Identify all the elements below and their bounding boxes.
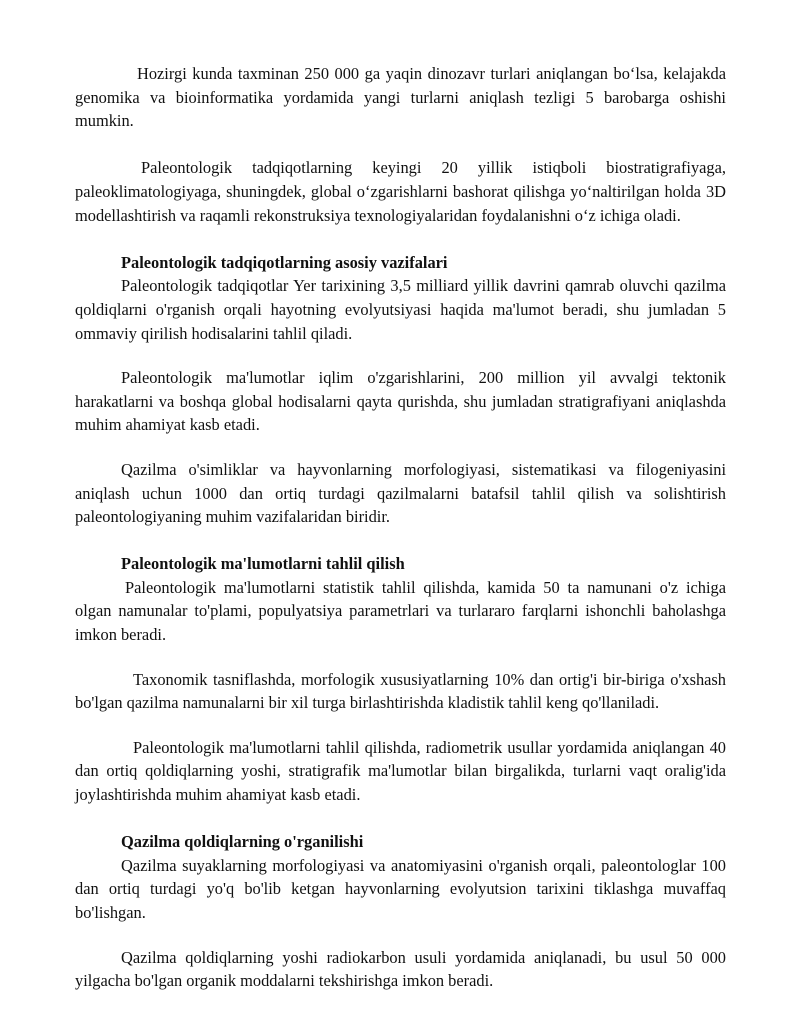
section-3-paragraph-1: Qazilma suyaklarning morfologiyasi va anatomiyasini o'rganish orqali, paleontologlar 100 dan ortiq turdagi yo'q bo'lib ketgan hayvonlarning evolyutsion tarixini tiklashga muvaffaq bo'lishgan. <box>75 855 726 922</box>
section-1-paragraph-3: Qazilma o'simliklar va hayvonlarning morfologiyasi, sistematikasi va filogeniyasini aniqlash uchun 1000 dan ortiq turdagi qazilmalarni batafsil tahlil qilish va solishtirish paleontologiyaning muhim vazifalaridan biridir. <box>75 459 726 527</box>
section-2-paragraph-1: Paleontologik ma'lumotlarni statistik tahlil qilishda, kamida 50 ta namunani o'z ichiga olgan namunalar to'plami, populyatsiya parametrlari va turlararo farqlarni ishonchli baholashga imkon beradi. <box>75 577 726 645</box>
section-1-paragraph-1: Paleontologik tadqiqotlar Yer tarixining 3,5 milliard yillik davrini qamrab oluvchi qazilma qoldiqlarni o'rganish orqali hayotning evolyutsiyasi haqida ma'lumot beradi, shu jumladan 5 ommaviy qirilish hodisalarini tahlil qiladi. <box>75 276 726 343</box>
intro-paragraph-2: Paleontologik tadqiqotlarning keyingi 20 yillik istiqboli biostratigrafiyaga, paleoklimatologiyaga, shuningdek, global o‘zgarishlarni bashorat qilishga yo‘naltirilgan holda 3D modellashtirish va raqamli rekonstruksiya texnologiyalaridan foydalanishni o‘z ichiga oladi. <box>75 158 726 225</box>
document-page <box>75 62 726 993</box>
section-heading-3: Qazilma qoldiqlarning o'rganilishi <box>121 832 364 852</box>
section-1-paragraph-2: Paleontologik ma'lumotlar iqlim o'zgarishlarini, 200 million yil avvalgi tektonik harakatlarni va boshqa global hodisalarni qayta qurishda, shu jumladan stratigrafiyani aniqlashda muhim ahamiyat kasb etadi. <box>75 368 726 435</box>
intro-paragraph-1: Hozirgi kunda taxminan 250 000 ga yaqin dinozavr turlari aniqlangan bo‘lsa, kelajakda genomika va bioinformatika yordamida yangi turlarni aniqlash tezligi 5 barobarga oshishi mumkin. <box>75 64 726 131</box>
section-2-paragraph-3: Paleontologik ma'lumotlarni tahlil qilishda, radiometrik usullar yordamida aniqlangan 40 dan ortiq qoldiqlarning yoshi, stratigrafik ma'lumotlar bilan birgalikda, turlarni vaqt oralig'ida joylashtirishda muhim ahamiyat kasb etadi. <box>75 737 726 805</box>
section-3-paragraph-2: Qazilma qoldiqlarning yoshi radiokarbon usuli yordamida aniqlanadi, bu usul 50 000 yilgacha bo'lgan organik moddalarni tekshirishga imkon beradi. <box>75 947 726 991</box>
section-heading-2: Paleontologik ma'lumotlarni tahlil qilish <box>121 554 405 574</box>
section-heading-1: Paleontologik tadqiqotlarning asosiy vazifalari <box>121 252 448 272</box>
section-2-paragraph-2: Taxonomik tasniflashda, morfologik xususiyatlarning 10% dan ortig'i bir-biriga o'xshash bo'lgan qazilma namunalarni bir xil turga birlashtirishda kladistik tahlil keng qo'llaniladi. <box>75 669 726 713</box>
